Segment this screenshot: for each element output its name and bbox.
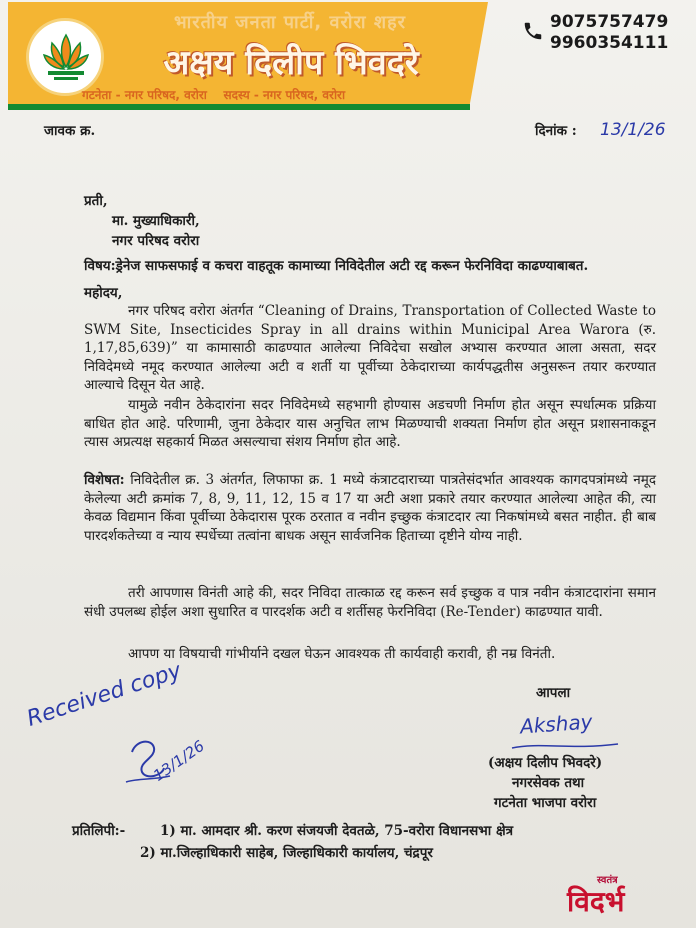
received-copy-note: Received copy bbox=[24, 658, 185, 732]
phone-number-1: 9075757479 bbox=[550, 12, 669, 32]
signature: Akshay bbox=[519, 709, 594, 739]
paragraph-2: यामुळे नवीन ठेकेदारांना सदर निविदेमध्ये सहभागी होण्यास अडचणी निर्माण होत असून स्पर्धात्मक प्रक्रिया बाधित होत आहे. परिणामी, जुना ठेकेदार यास अनुचित लाभ मिळण्याची शक्यता निर्माण होत असून प्रशासनाकडून त्यास अप्रत्यक्ष सहकार्य मिळत असल्याचा संशय निर्माण होत आहे. bbox=[84, 397, 656, 450]
salutation: महोदय, bbox=[84, 285, 123, 301]
subject-line bbox=[84, 257, 588, 275]
phone-icon bbox=[522, 20, 544, 42]
closing-title-1: नगरसेवक तथा bbox=[512, 775, 585, 791]
party-name: भारतीय जनता पार्टी, वरोरा शहर bbox=[173, 12, 407, 33]
subject-label: विषय: bbox=[84, 258, 116, 274]
address-to: प्रती, bbox=[84, 193, 108, 209]
date-handwritten: 13/1/26 bbox=[600, 120, 666, 140]
paragraph-1: नगर परिषद वरोरा अंतर्गत “Cleaning of Drains, Transportation of Collected Waste to SWM Site, Insecticides Spray in all drains within Municipal Area Warora (रु. 1,17,85,639)” या कामासाठी काढण्यात आलेल्या निविदेचा सखोल अभ्यास करण्यात आला असता, सदर निविदेमध्ये नमूद करण्यात आलेल्या अटी व शर्ती या पूर्वीच्या ठेकेदाराच्या कार्यपद्धतीस अनुसरून तयार करण्यात आल्याचे दिसून येत आहे. bbox=[84, 303, 656, 393]
copies-label: प्रतिलिपी:- bbox=[72, 823, 126, 839]
watermark-logo: विदर्भ bbox=[567, 885, 625, 918]
letterhead-stripe bbox=[8, 104, 470, 110]
paragraph-3-label: विशेषत: bbox=[84, 472, 125, 488]
received-date: 13/1/26 bbox=[150, 736, 208, 785]
closing-title-2: गटनेता भाजपा वरोरा bbox=[494, 795, 597, 811]
closing-name: (अक्षय दिलीप भिवदरे) bbox=[488, 755, 603, 771]
lotus-logo-icon bbox=[26, 18, 104, 96]
paragraph-5: आपण या विषयाची गांभीर्याने दखल घेऊन आवश्यक ती कार्यवाही करावी, ही नम्र विनंती. bbox=[128, 646, 556, 662]
address-line-2: नगर परिषद वरोरा bbox=[112, 233, 200, 249]
sender-roles: गटनेता - नगर परिषद, वरोरा सदस्य - नगर परिषद, वरोरा bbox=[82, 88, 346, 102]
subject-text: ड्रेनेज साफसफाई व कचरा वाहतूक कामाच्या निविदेतील अटी रद्द करून फेरनिविदा काढण्याबाबत. bbox=[115, 258, 589, 274]
outward-number-label: जावक क्र. bbox=[44, 123, 96, 139]
copy-item-1: 1) मा. आमदार श्री. करण संजयजी देवतळे, 75-वरोरा विधानसभा क्षेत्र bbox=[160, 823, 514, 839]
closing-yours: आपला bbox=[536, 685, 571, 701]
paragraph-4: तरी आपणास विनंती आहे की, सदर निविदा तात्काळ रद्द करून सर्व इच्छुक व पात्र नवीन कंत्राटदारांना समान संधी उपलब्ध होईल अशा सुधारित व पारदर्शक अटी व शर्तीसह फेरनिविदा (Re-Tender) काढण्यात यावी. bbox=[84, 585, 656, 620]
address-line-1: मा. मुख्याधिकारी, bbox=[112, 213, 200, 229]
watermark-top-text: स्वतंत्र bbox=[597, 875, 618, 886]
copy-item-2: 2) मा.जिल्हाधिकारी साहेब, जिल्हाधिकारी कार्यालय, चंद्रपूर bbox=[140, 845, 433, 861]
paragraph-3-text: निविदेतील क्र. 3 अंतर्गत, लिफाफा क्र. 1 मध्ये कंत्राटदाराच्या पात्रतेसंदर्भात आवश्यक कागदपत्रांमध्ये नमूद केलेल्या अटी क्रमांक 7, 8, 9, 11, 12, 15 व 17 या अटी अशा प्रकारे तयार करण्यात आलेल्या आहेत की, त्या केवळ विद्यमान किंवा पूर्वीच्या ठेकेदारास पूरक ठरतात व नवीन इच्छुक कंत्राटदार त्या निकषांमध्ये बसत नाहीत. ही बाब पारदर्शकतेच्या व न्याय स्पर्धेच्या तत्वांना बाधक असून सार्वजनिक हिताच्या दृष्टीने योग्य नाही. bbox=[84, 472, 656, 544]
signature-underline bbox=[510, 738, 620, 752]
date-label: दिनांक : bbox=[535, 123, 577, 139]
paragraph-3 bbox=[84, 471, 656, 545]
phone-number-2: 9960354111 bbox=[550, 33, 669, 53]
sender-name-heading: अक्षय दिलीप भिवदरे bbox=[163, 43, 419, 83]
